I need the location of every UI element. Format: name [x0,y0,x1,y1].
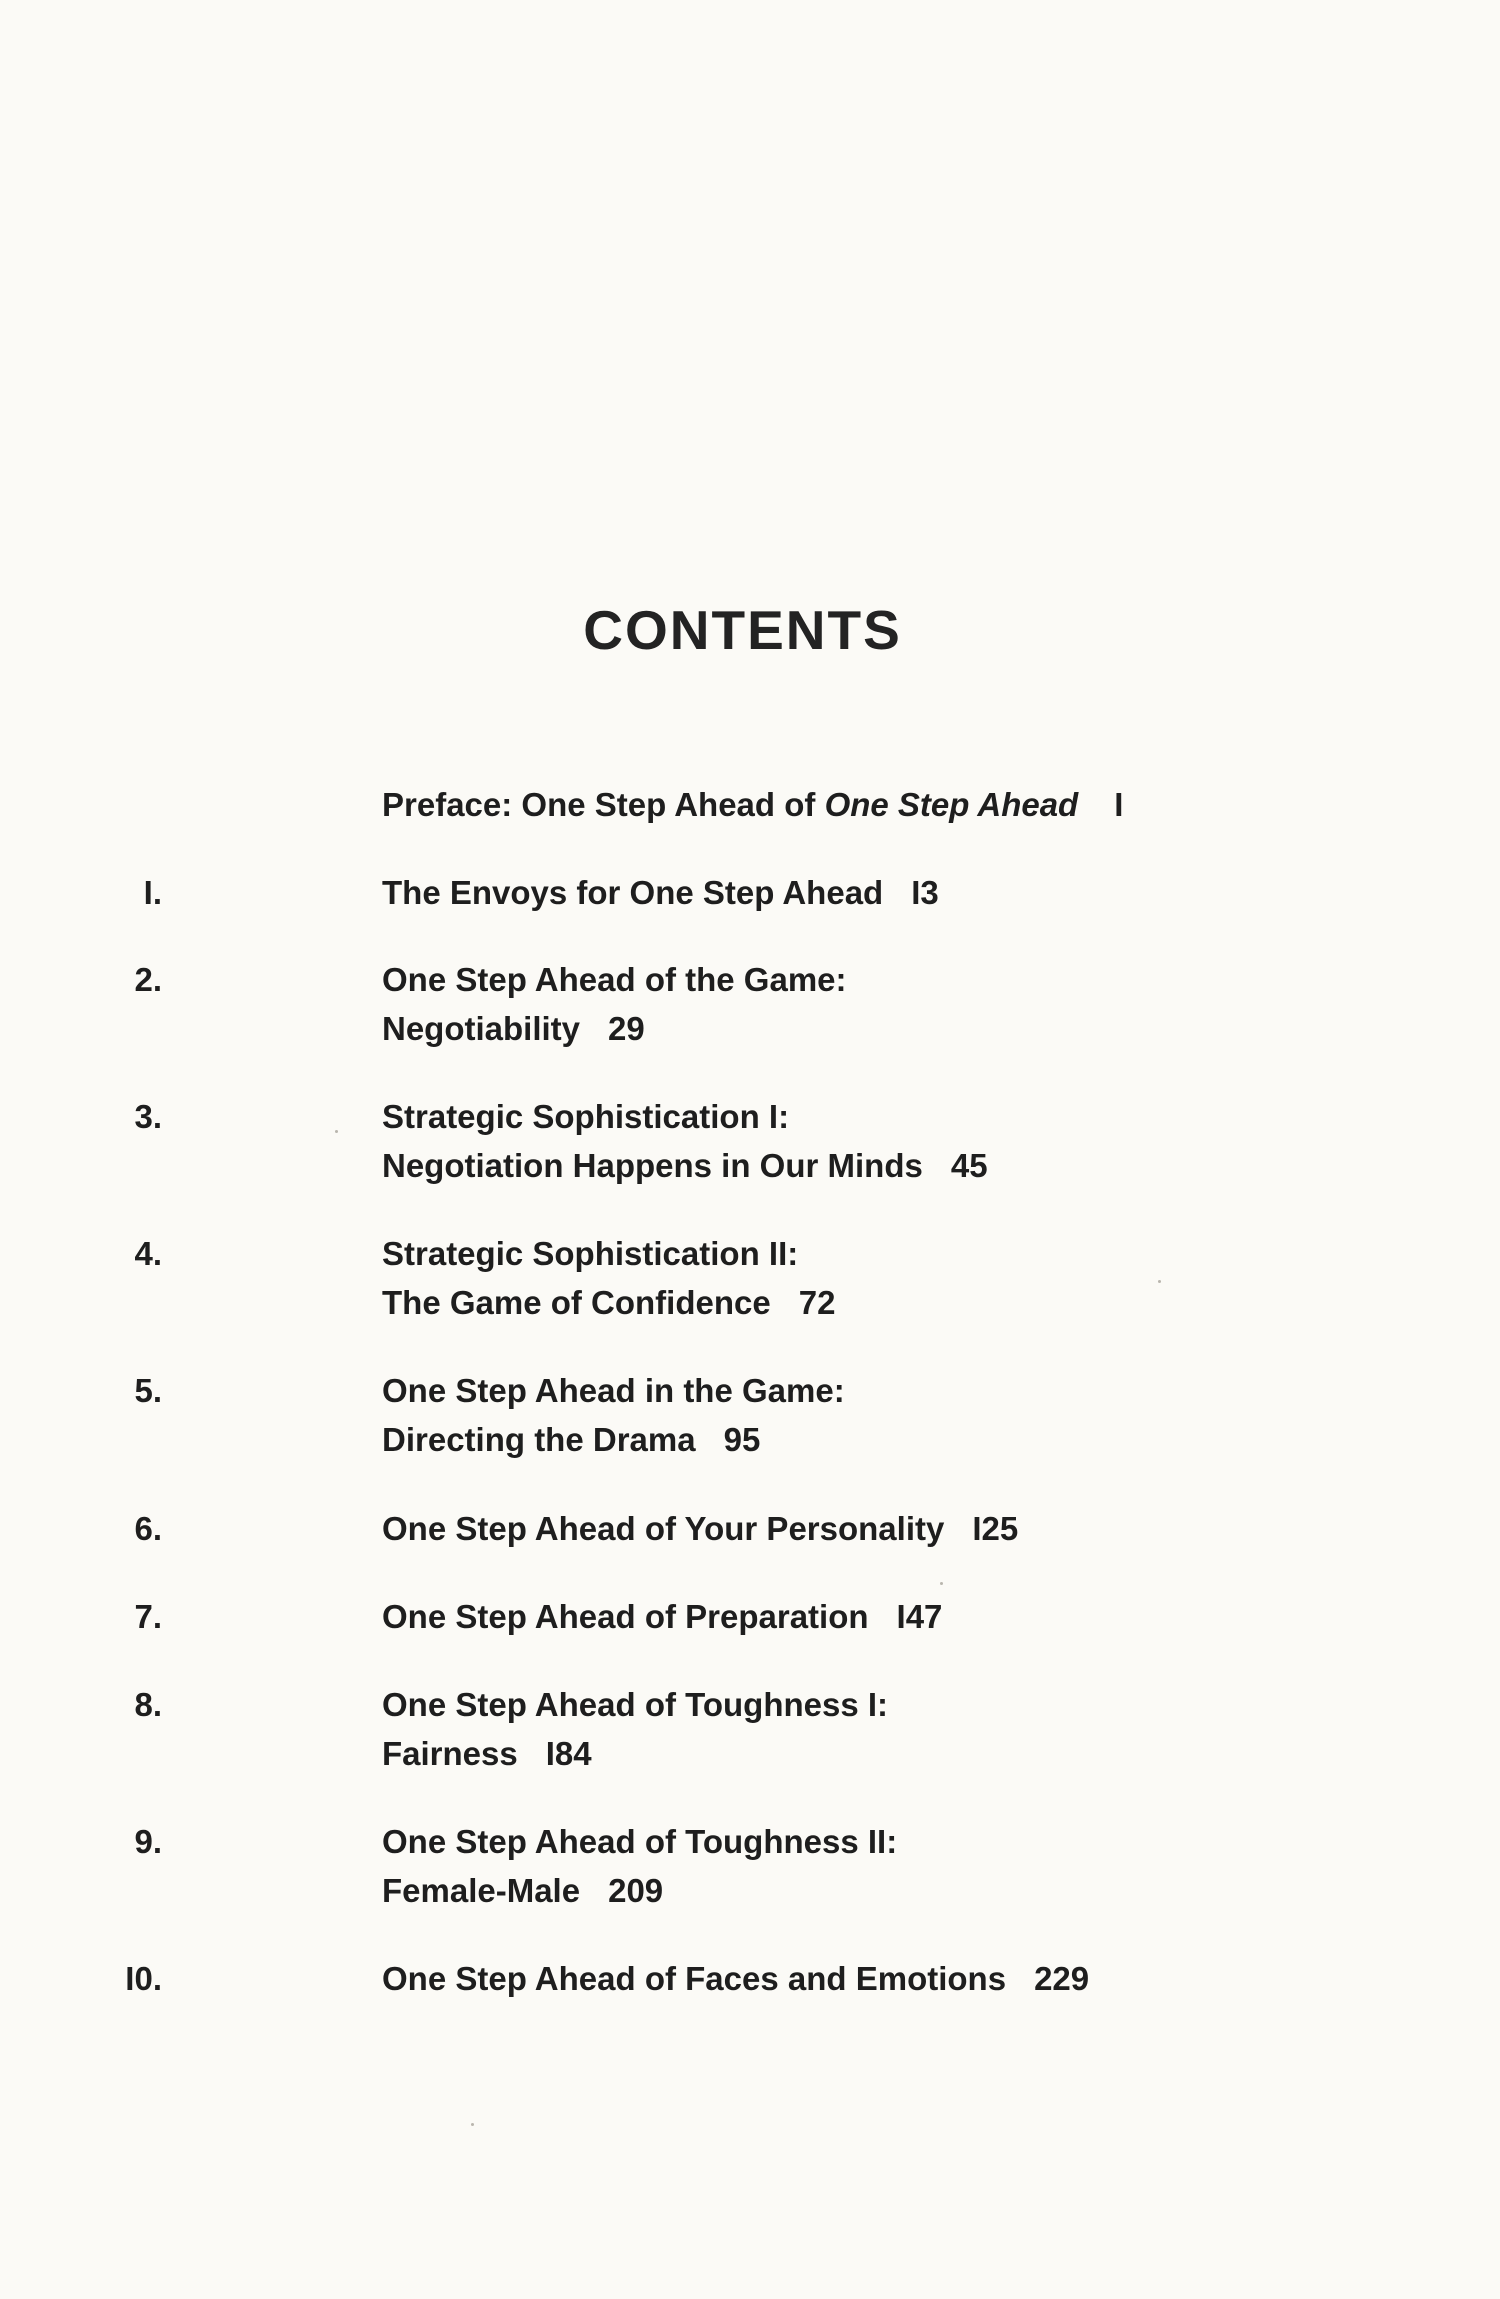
page-number: I84 [545,1735,592,1772]
toc-entry-title [382,963,847,996]
chapter-title-line-2: Directing the Drama [382,1421,696,1458]
page-number: 45 [950,1147,988,1184]
toc-entry-title [382,1512,1018,1545]
page-number: 95 [723,1421,761,1458]
toc-entry-subtitle [382,1012,645,1045]
chapter-title-line-2: The Game of Confidence [382,1284,771,1321]
chapter-number: 7. [134,1598,162,1635]
toc-entry-title [382,1600,942,1633]
page-number: 29 [608,1010,645,1047]
toc-entry-title [382,1825,897,1858]
chapter-title-line-2: Negotiability [382,1010,581,1047]
chapter-number: 5. [134,1372,162,1409]
paper-speck [335,1130,338,1133]
chapter-title-line-2: Female-Male [382,1872,581,1909]
page-number: I25 [972,1510,1019,1547]
page-number: 209 [608,1872,664,1909]
chapter-title-line-1: One Step Ahead of Preparation [382,1598,869,1635]
chapter-title-line-1: The Envoys for One Step Ahead [382,874,884,911]
toc-entry-subtitle [382,1874,663,1907]
paper-speck [940,1582,943,1585]
paper-speck [1158,1280,1161,1283]
toc-entry-subtitle [382,1423,760,1456]
chapter-number: 8. [134,1686,162,1723]
chapter-number: 6. [134,1510,162,1547]
page-number: I [1114,786,1124,823]
chapter-title-line-2: Negotiation Happens in Our Minds [382,1147,923,1184]
toc-entry-subtitle [382,1737,592,1770]
chapter-title-line-1: One Step Ahead of Toughness I: [382,1686,889,1723]
chapter-title-line-1: One Step Ahead of Toughness II: [382,1823,898,1860]
chapter-title-line-1: One Step Ahead of Faces and Emotions [382,1960,1007,1997]
toc-entry-title [382,1962,1089,1995]
toc-entry-subtitle [382,1286,835,1319]
page-title: CONTENTS [583,599,902,661]
paper-speck [471,2123,474,2126]
chapter-number: 2. [134,961,162,998]
chapter-title-line-2: Fairness [382,1735,518,1772]
toc-entry-title [382,1688,888,1721]
page-number: 229 [1034,1960,1090,1997]
chapter-number: I. [143,874,162,911]
chapter-title-line-1: Strategic Sophistication II: [382,1235,799,1272]
toc-entry-title [382,876,939,909]
chapter-number: 9. [134,1823,162,1860]
toc-entry-title [382,1100,789,1133]
chapter-number: 4. [134,1235,162,1272]
toc-entry-title [382,788,1123,821]
chapter-title-line-1: One Step Ahead in the Game: [382,1372,845,1409]
chapter-title-line-1: Strategic Sophistication I: [382,1098,790,1135]
preface-label-italic: One Step Ahead [824,786,1079,823]
toc-entry-title [382,1237,798,1270]
toc-entry-title [382,1374,845,1407]
toc-entry-subtitle [382,1149,988,1182]
page-number: I47 [896,1598,943,1635]
page-number: I3 [911,874,939,911]
chapter-title-line-1: One Step Ahead of Your Personality [382,1510,945,1547]
chapter-number: I0. [125,1960,162,1997]
chapter-number: 3. [134,1098,162,1135]
chapter-title-line-1: One Step Ahead of the Game: [382,961,847,998]
page-number: 72 [798,1284,836,1321]
preface-label: Preface: One Step Ahead of [382,786,825,823]
